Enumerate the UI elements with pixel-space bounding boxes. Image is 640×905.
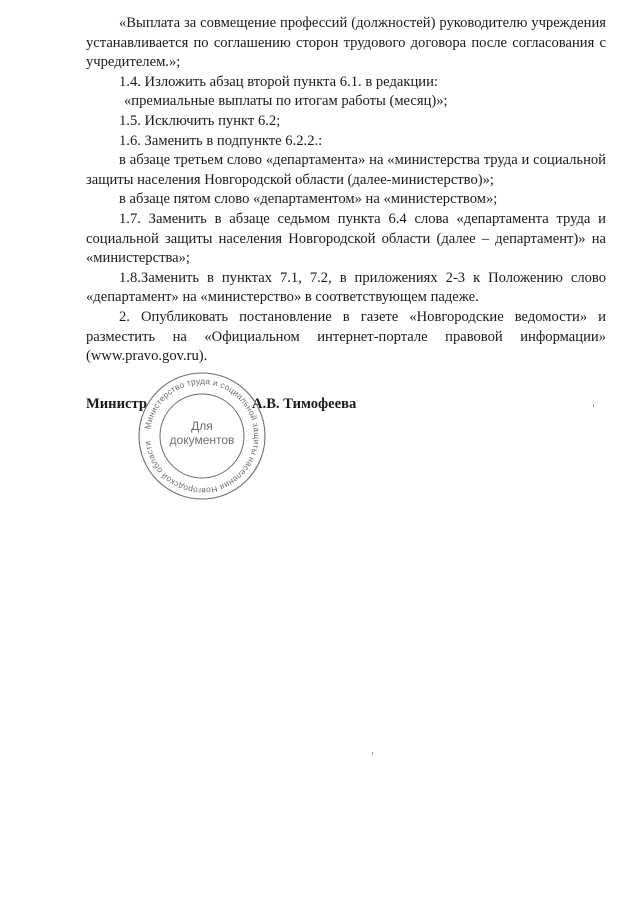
stamp-center-line2: документов bbox=[169, 433, 235, 447]
scan-speck bbox=[372, 752, 373, 755]
paragraph-1-4: 1.4. Изложить абзац второй пункта 6.1. в редакции: bbox=[119, 73, 438, 90]
stamp-center-line1: Для bbox=[191, 419, 213, 433]
stamp-ring-text: Министерство труда и социальной защиты населения Новгородской области bbox=[142, 375, 263, 497]
stamp-seal-icon bbox=[136, 370, 268, 502]
document-body bbox=[86, 14, 606, 367]
scan-speck bbox=[593, 404, 594, 407]
paragraph-salary-combination: «Выплата за совмещение профессий (должностей) руководителю учреждения устанавливается по соглашению сторон трудового договора после согласования с учредителем.»; bbox=[86, 15, 606, 71]
paragraph-fifth-abzac: в абзаце пятом слово «департаментом» на «министерством»; bbox=[119, 191, 498, 208]
paragraph-third-abzac: в абзаце третьем слово «департамента» на «министерства труда и социальной защиты населения Новгородской области (далее-министерство)»; bbox=[86, 152, 606, 188]
paragraph-1-7: 1.7. Заменить в абзаце седьмом пункта 6.4 слова «департамента труда и социальной защиты населения Новгородской области (далее – департамент)» на «министерства»; bbox=[86, 210, 606, 267]
paragraph-1-5: 1.5. Исключить пункт 6.2; bbox=[119, 112, 281, 129]
paragraph-1-6: 1.6. Заменить в подпункте 6.2.2.: bbox=[119, 132, 323, 149]
paragraph-2-publish: 2. Опубликовать постановление в газете «Новгородские ведомости» и разместить на «Официальном интернет-портале правовой информации» (www.pravo.gov.ru). bbox=[86, 308, 606, 365]
paragraph-1-8: 1.8.Заменить в пунктах 7.1, 7.2, в приложениях 2-3 к Положению слово «департамент» на «министерство» в соответствующем падеже. bbox=[86, 269, 606, 306]
official-stamp bbox=[136, 370, 268, 502]
signature-title: Министр bbox=[86, 396, 147, 412]
paragraph-bonus-quote: «премиальные выплаты по итогам работы (месяц)»; bbox=[124, 93, 448, 110]
signature-name: А.В. Тимофеева bbox=[252, 396, 357, 412]
